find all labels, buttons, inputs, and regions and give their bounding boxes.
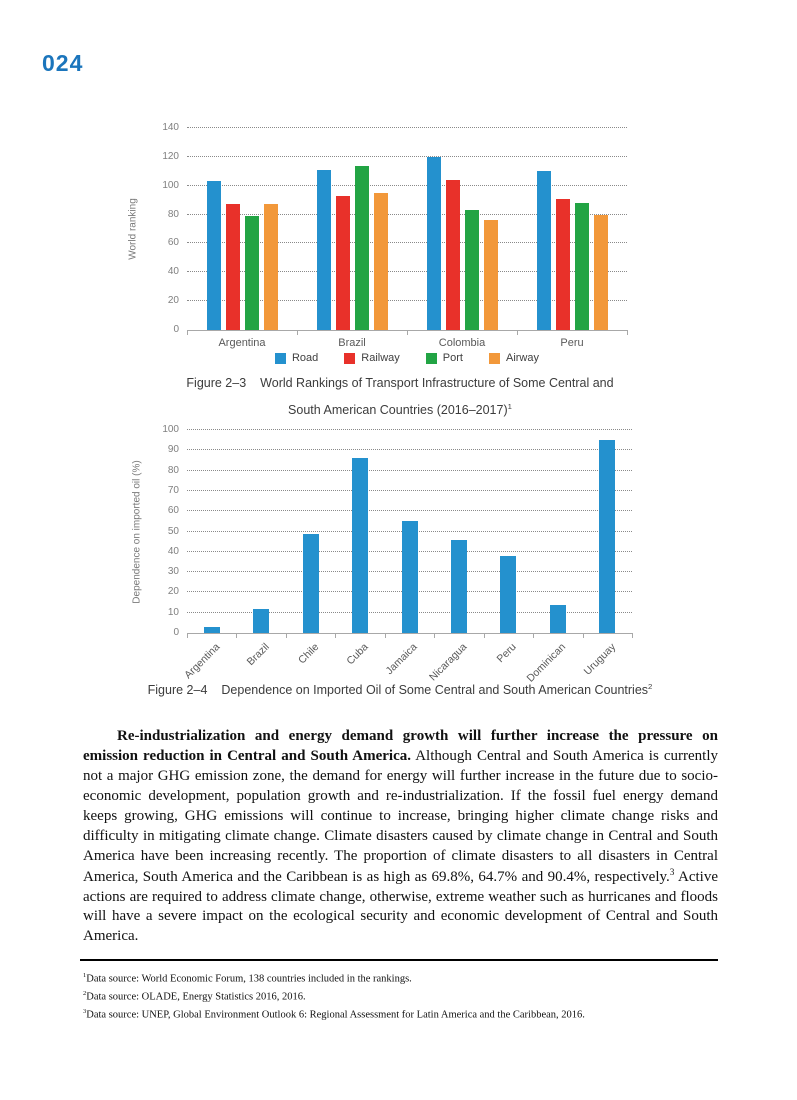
gridline [187, 470, 632, 471]
footnote-sup: 3 [83, 1008, 87, 1015]
legend-label: Airway [505, 352, 539, 364]
legend-item-road [275, 352, 318, 364]
y-axis-label: Dependence on imported oil (%) [131, 459, 143, 604]
x-category-label: Peru [494, 641, 519, 666]
y-tick-label: 50 [167, 525, 179, 537]
footnote-2 [83, 987, 718, 1005]
x-tick-mark [236, 633, 237, 638]
bar-railway-brazil [336, 196, 350, 330]
y-tick-label: 20 [167, 586, 179, 598]
gridline [187, 490, 632, 491]
y-tick-label: 60 [167, 505, 179, 517]
bar-airway-colombia [484, 220, 498, 330]
footnote-marker-1: 1 [507, 402, 512, 411]
x-category-label: Chile [295, 641, 322, 667]
bar-railway-colombia [446, 180, 460, 330]
bar-road-argentina [207, 181, 221, 330]
bar-argentina [204, 627, 220, 633]
y-tick-label: 20 [167, 295, 179, 307]
caption-text-line1: World Rankings of Transport Infrastructure of Some Central and [260, 376, 614, 390]
footnote-text: Data source: World Economic Forum, 138 countries included in the rankings. [86, 973, 412, 985]
x-category-label: Cuba [344, 641, 371, 668]
bar-uruguay [599, 440, 615, 633]
bar-railway-argentina [226, 204, 240, 330]
imported-oil-chart [131, 424, 632, 685]
legend-label: Railway [361, 352, 400, 364]
footnote-sup: 1 [83, 972, 87, 979]
figure-number: Figure 2–3 [186, 376, 247, 390]
x-tick-mark [632, 633, 633, 638]
x-tick-mark [533, 633, 534, 638]
footnote-marker-3: 3 [669, 867, 675, 878]
chart-legend [147, 352, 667, 364]
gridline [187, 429, 632, 430]
page-number: 024 [42, 50, 84, 76]
y-tick-label: 60 [167, 237, 179, 249]
legend-label: Road [291, 352, 319, 364]
bar-port-brazil [355, 166, 369, 330]
x-category-label: Brazil [338, 337, 366, 349]
bar-railway-peru [556, 199, 570, 330]
bar-chile [303, 534, 319, 633]
legend-item-port [426, 352, 463, 364]
legend-item-railway [344, 352, 400, 364]
footnote-text: Data source: UNEP, Global Environment Outlook 6: Regional Assessment for Latin America and the Caribbean, 2016. [86, 1009, 585, 1021]
bar-port-colombia [465, 210, 479, 330]
figure-2-4-caption [85, 675, 715, 702]
bar-road-colombia [427, 157, 441, 330]
footnote-1 [83, 969, 718, 987]
figure-number: Figure 2–4 [147, 683, 208, 698]
y-tick-label: 0 [173, 627, 179, 638]
y-axis-label: World ranking [127, 198, 139, 260]
y-tick-label: 40 [167, 266, 179, 278]
x-category-label: Uruguay [581, 641, 618, 678]
bar-peru [500, 556, 516, 633]
x-tick-mark [583, 633, 584, 638]
legend-label: Port [442, 352, 463, 364]
y-tick-label: 70 [167, 484, 179, 496]
bar-cuba [352, 458, 368, 633]
x-tick-mark [187, 330, 188, 335]
legend-color-chip [344, 353, 355, 364]
footnote-3 [83, 1005, 718, 1023]
bar-dominican [550, 605, 566, 633]
x-tick-mark [335, 633, 336, 638]
x-tick-mark [385, 633, 386, 638]
caption-text: Dependence on Imported Oil of Some Central and South American Countries [221, 683, 649, 698]
footnote-divider [80, 959, 718, 961]
y-tick-label: 100 [162, 424, 179, 435]
y-tick-label: 140 [162, 122, 179, 133]
x-category-label: Jamaica [383, 641, 420, 678]
x-category-label: Argentina [181, 641, 223, 682]
y-tick-label: 100 [162, 179, 179, 191]
y-tick-label: 90 [167, 444, 179, 456]
gridline [187, 510, 632, 511]
body-paragraph [83, 727, 718, 947]
gridline [187, 449, 632, 450]
bar-airway-argentina [264, 204, 278, 330]
x-tick-mark [286, 633, 287, 638]
bar-road-brazil [317, 170, 331, 330]
bar-airway-brazil [374, 193, 388, 330]
y-tick-label: 120 [162, 150, 179, 162]
bar-port-peru [575, 203, 589, 330]
x-category-label: Dominican [524, 641, 569, 685]
bar-jamaica [402, 521, 418, 633]
bar-nicaragua [451, 540, 467, 633]
paragraph-bold-lead: Re-industrialization and energy demand growth will further increase the pressure on emission reduction in Central and South America. [83, 728, 718, 764]
footnote-sup: 2 [83, 990, 87, 997]
paragraph-text-2: Active actions are required to address climate change, otherwise, extreme weather such as hurricanes and floods will have a severe impact on the ecological security and economic development of Central and South America. [83, 868, 719, 945]
x-category-label: Brazil [244, 641, 272, 669]
legend-color-chip [426, 353, 437, 364]
legend-item-airway [489, 352, 539, 364]
bar-road-peru [537, 171, 551, 330]
y-tick-label: 10 [167, 606, 179, 618]
paragraph-text-1: Although Central and South America is currently not a major GHG emission zone, the demand for energy will further increase in the future due to socio-economic development, population growth and re-industrialization. If the fossil fuel energy demand keeps growing, GHG emissions will continue to increase, bringing higher climate change risks and difficulty in mitigating climate change. Climate disasters caused by climate change in Central and South America have been increasing recently. The proportion of climate disasters to all disasters in Central America, South America and the Caribbean is as high as 69.8%, 64.7% and 90.4%, respectively. [83, 747, 718, 885]
caption-text-line2: South American Countries (2016–2017) [288, 403, 508, 418]
figure-2-3-caption [85, 371, 715, 422]
x-category-label: Colombia [438, 337, 486, 349]
x-tick-mark [407, 330, 408, 335]
x-tick-mark [187, 633, 188, 638]
y-tick-label: 0 [173, 324, 179, 335]
footnote-text: Data source: OLADE, Energy Statistics 2016, 2016. [86, 991, 306, 1003]
x-category-label: Peru [560, 337, 584, 349]
x-tick-mark [484, 633, 485, 638]
gridline [187, 185, 627, 186]
footnote-marker-2: 2 [648, 682, 653, 691]
y-tick-label: 40 [167, 545, 179, 557]
gridline [187, 156, 627, 157]
x-category-label: Argentina [218, 337, 266, 349]
y-tick-label: 80 [167, 208, 179, 220]
bar-brazil [253, 609, 269, 633]
legend-color-chip [489, 353, 500, 364]
footnotes [83, 969, 718, 1023]
x-tick-mark [297, 330, 298, 335]
transport-rankings-chart [127, 122, 627, 364]
legend-color-chip [275, 353, 286, 364]
x-tick-mark [517, 330, 518, 335]
gridline [187, 127, 627, 128]
x-category-label: Nicaragua [427, 641, 470, 684]
bar-port-argentina [245, 216, 259, 330]
y-tick-label: 30 [167, 566, 179, 578]
x-tick-mark [434, 633, 435, 638]
bar-airway-peru [594, 215, 608, 330]
y-tick-label: 80 [167, 464, 179, 476]
x-tick-mark [627, 330, 628, 335]
